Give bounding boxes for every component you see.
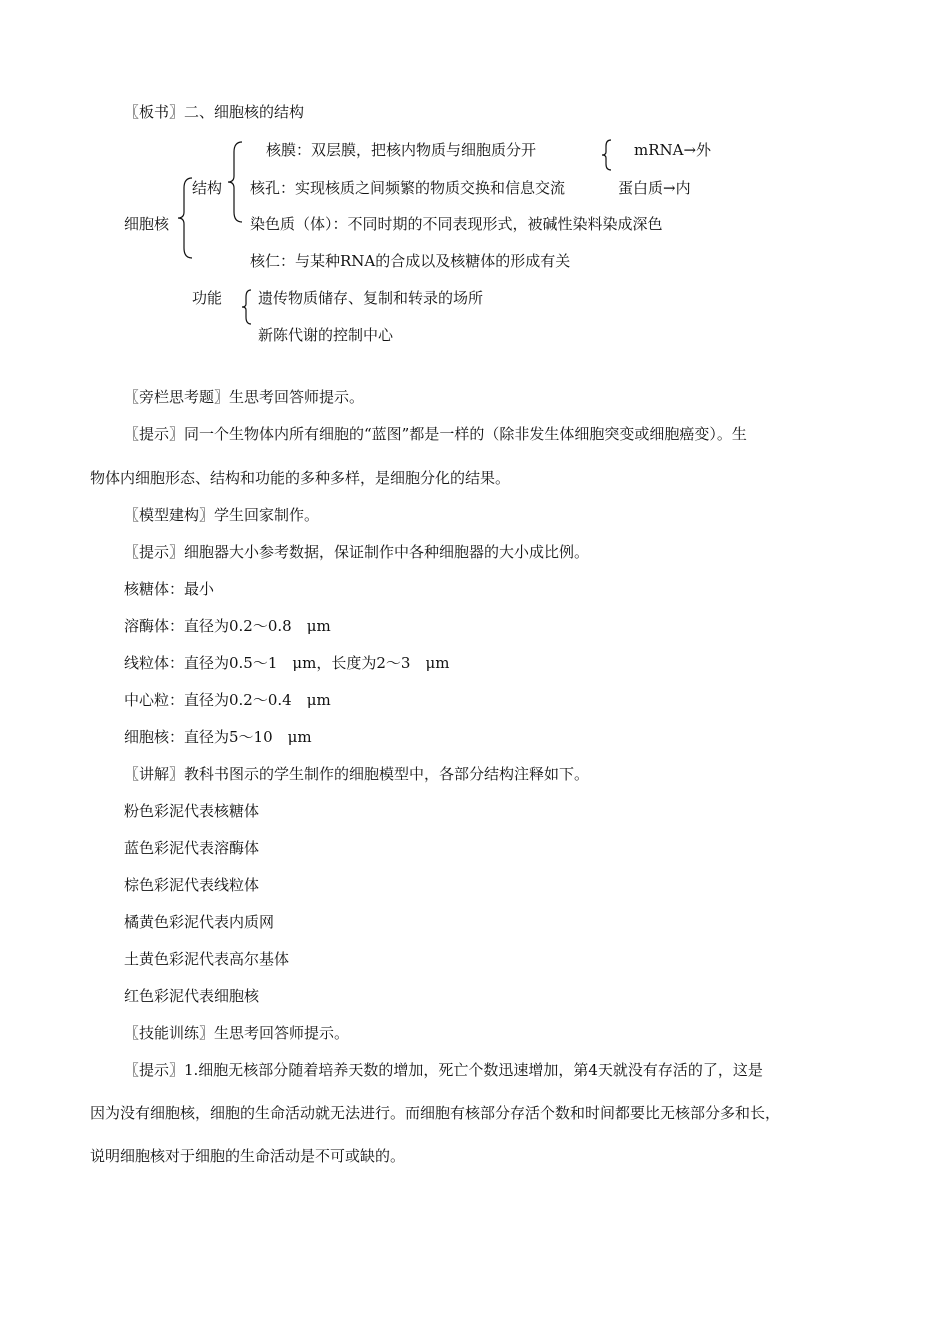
paragraph-sidebar-question: 〖旁栏思考题〗生思考回答师提示。: [124, 388, 365, 406]
paragraph-hint-2: 〖提示〗细胞器大小参考数据，保证制作中各种细胞器的大小成比例。: [124, 543, 590, 561]
function-item-control: 新陈代谢的控制中心: [258, 326, 394, 344]
paragraph-hint-1a: 〖提示〗同一个生物体内所有细胞的“蓝图”都是一样的（除非发生体细胞突变或细胞癌变）。生: [124, 425, 747, 443]
paragraph-explanation: 〖讲解〗教科书图示的学生制作的细胞模型中，各部分结构注释如下。: [124, 765, 590, 783]
paragraph-hint-3b: 因为没有细胞核，细胞的生命活动就无法进行。而细胞有核部分存活个数和时间都要比无核部分多和长，: [90, 1104, 781, 1122]
function-brace: [240, 288, 254, 326]
model-orange: 橘黄色彩泥代表内质网: [124, 913, 275, 931]
size-mitochondrion: 线粒体：直径为0.5～1 μm，长度为2～3 μm: [124, 654, 450, 672]
model-red: 红色彩泥代表细胞核: [124, 987, 260, 1005]
paragraph-hint-1b: 物体内细胞形态、结构和功能的多种多样，是细胞分化的结果。: [90, 469, 511, 487]
paragraph-hint-3a: 〖提示〗1.细胞无核部分随着培养天数的增加，死亡个数迅速增加，第4天就没有存活的了，这是: [124, 1061, 763, 1079]
function-label: 功能: [192, 289, 223, 307]
structure-item-nucleolus: 核仁：与某种RNA的合成以及核糖体的形成有关: [250, 252, 571, 270]
pore-brace: [600, 138, 614, 172]
structure-label: 结构: [192, 179, 223, 197]
model-pink: 粉色彩泥代表核糖体: [124, 802, 260, 820]
model-blue: 蓝色彩泥代表溶酶体: [124, 839, 260, 857]
paragraph-model-build: 〖模型建构〗学生回家制作。: [124, 506, 320, 524]
size-lysosome: 溶酶体：直径为0.2～0.8 μm: [124, 617, 331, 635]
paragraph-skill-training: 〖技能训练〗生思考回答师提示。: [124, 1024, 350, 1042]
model-khaki: 土黄色彩泥代表高尔基体: [124, 950, 290, 968]
structure-brace: [226, 140, 246, 224]
function-item-storage: 遗传物质储存、复制和转录的场所: [258, 289, 484, 307]
board-heading: 〖板书〗二、细胞核的结构: [124, 103, 305, 121]
paragraph-hint-3c: 说明细胞核对于细胞的生命活动是不可或缺的。: [90, 1147, 406, 1165]
structure-item-membrane: 核膜：双层膜，把核内物质与细胞质分开: [266, 141, 537, 159]
size-ribosome: 核糖体：最小: [124, 580, 215, 598]
pore-item-protein: 蛋白质→内: [618, 179, 691, 197]
pore-item-mrna: mRNA→外: [634, 141, 712, 159]
root-label: 细胞核: [124, 215, 170, 233]
size-centriole: 中心粒：直径为0.2～0.4 μm: [124, 691, 331, 709]
structure-item-chromatin: 染色质（体）：不同时期的不同表现形式，被碱性染料染成深色: [250, 215, 663, 233]
structure-item-pore: 核孔：实现核质之间频繁的物质交换和信息交流: [250, 179, 566, 197]
size-nucleus: 细胞核：直径为5～10 μm: [124, 728, 312, 746]
model-brown: 棕色彩泥代表线粒体: [124, 876, 260, 894]
